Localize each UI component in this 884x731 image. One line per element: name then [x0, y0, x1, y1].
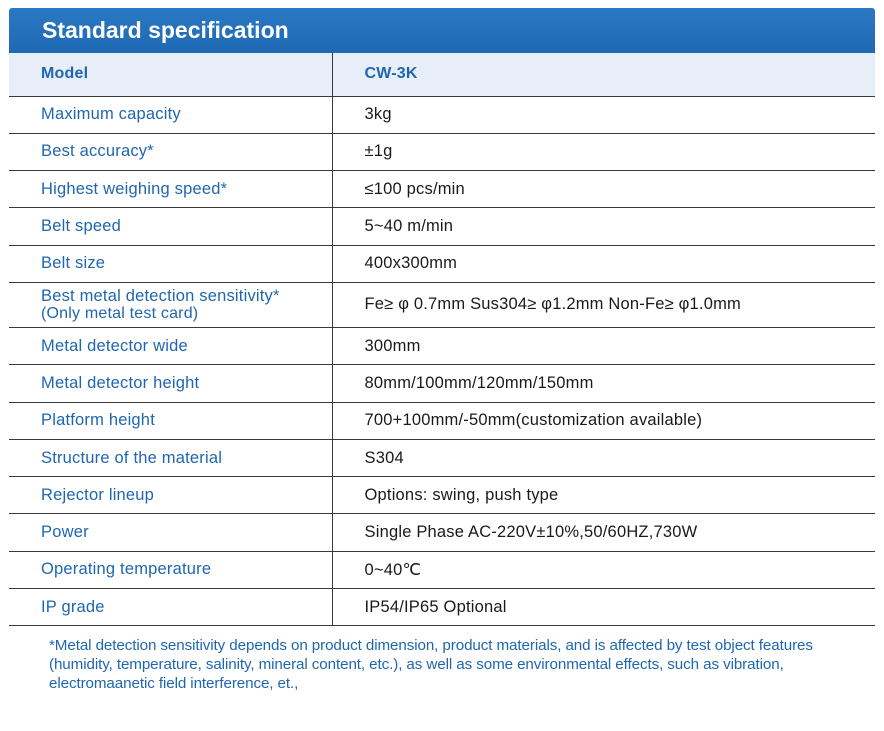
row-label: Power — [9, 514, 332, 551]
row-value: Single Phase AC-220V±10%,50/60HZ,730W — [332, 514, 875, 551]
table-row — [9, 439, 875, 476]
table-row — [9, 365, 875, 402]
table-row — [9, 171, 875, 208]
table-header-row — [9, 53, 875, 96]
row-label: Maximum capacity — [9, 96, 332, 133]
header-value: CW-3K — [332, 53, 875, 96]
row-value: 80mm/100mm/120mm/150mm — [332, 365, 875, 402]
row-label: Belt size — [9, 245, 332, 282]
spec-sheet — [9, 8, 875, 626]
table-row — [9, 208, 875, 245]
row-label: Metal detector wide — [9, 327, 332, 364]
row-value: 0~40℃ — [332, 551, 875, 588]
row-value: 5~40 m/min — [332, 208, 875, 245]
row-value: Fe≥ φ 0.7mm Sus304≥ φ1.2mm Non-Fe≥ φ1.0mm — [332, 282, 875, 327]
row-label: Best accuracy* — [9, 133, 332, 170]
row-value: ≤100 pcs/min — [332, 171, 875, 208]
header-label: Model — [9, 53, 332, 96]
row-label-main: Best metal detection sensitivity* — [41, 286, 280, 305]
row-label: Highest weighing speed* — [9, 171, 332, 208]
row-value: 700+100mm/-50mm(customization available) — [332, 402, 875, 439]
footnote: *Metal detection sensitivity depends on product dimension, product materials, and is affected by test object features (humidity, temperature, salinity, mineral content, etc.), as well as some environmental effects, such as vibration, electromaanetic field interference, et., — [49, 637, 813, 692]
row-label-sub: (Only metal test card) — [41, 304, 199, 322]
table-row — [9, 477, 875, 514]
row-value: ±1g — [332, 133, 875, 170]
row-label: Operating temperature — [9, 551, 332, 588]
table-row — [9, 245, 875, 282]
row-label: Belt speed — [9, 208, 332, 245]
section-title: Standard specification — [9, 8, 875, 53]
row-label: Structure of the material — [9, 439, 332, 476]
table-row — [9, 327, 875, 364]
row-value: 400x300mm — [332, 245, 875, 282]
row-label: Rejector lineup — [9, 477, 332, 514]
table-row — [9, 402, 875, 439]
table-row — [9, 96, 875, 133]
row-value: IP54/IP65 Optional — [332, 589, 875, 626]
row-label — [9, 282, 332, 327]
row-label: Metal detector height — [9, 365, 332, 402]
table-row — [9, 551, 875, 588]
row-value: 300mm — [332, 327, 875, 364]
row-value: Options: swing, push type — [332, 477, 875, 514]
row-value: S304 — [332, 439, 875, 476]
row-label: Platform height — [9, 402, 332, 439]
row-label: IP grade — [9, 589, 332, 626]
spec-table — [9, 53, 875, 626]
row-value: 3kg — [332, 96, 875, 133]
table-row — [9, 589, 875, 626]
table-row — [9, 133, 875, 170]
table-row — [9, 514, 875, 551]
table-row — [9, 282, 875, 327]
